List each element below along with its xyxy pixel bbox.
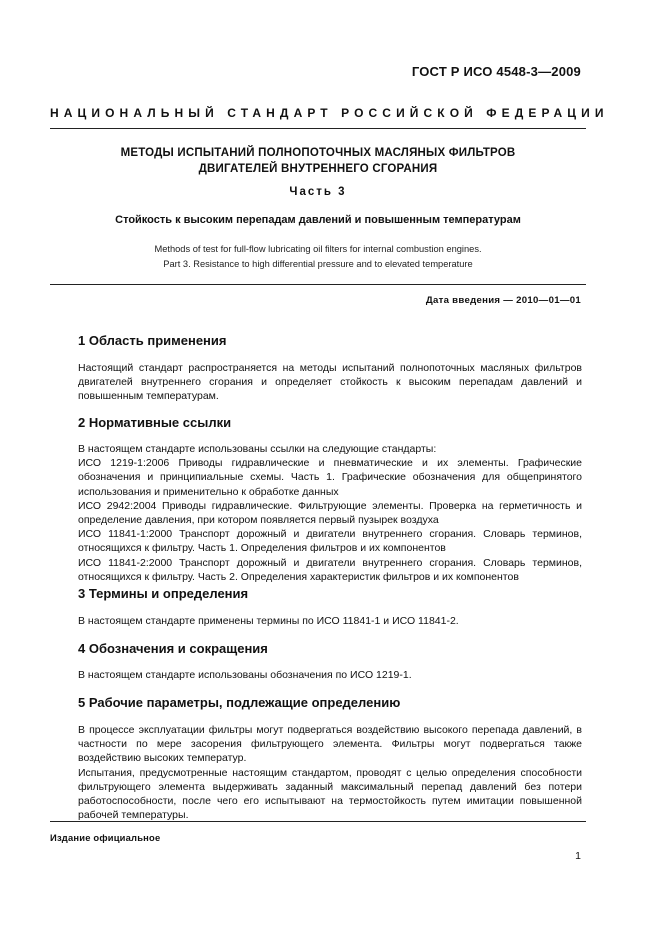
english-title-line-2: Part 3. Resistance to high differential pressure and to elevated temperature — [163, 259, 473, 269]
section-5-body — [78, 723, 582, 822]
section-4-paragraph: В настоящем стандарте использованы обозначения по ИСО 1219-1. — [78, 669, 412, 681]
english-title-line-1: Methods of test for full-flow lubricating oil filters for internal combustion engines. — [154, 244, 482, 254]
reference-iso-1219-1: ИСО 1219-1:2006 Приводы гидравлические и пневматические и их элементы. Графические обозначения и принципиальные схемы. Часть 1. Графические обозначения для общепринятого использования и применительно к обработке данных — [78, 457, 582, 498]
section-4-body — [78, 668, 582, 682]
reference-iso-11841-2: ИСО 11841-2:2000 Транспорт дорожный и двигатели внутреннего сгорания. Словарь терминов, относящихся к фильтру. Часть 2. Определения характеристик фильтров и их компонентов — [78, 556, 582, 583]
section-2-heading: 2 Нормативные ссылки — [78, 415, 232, 430]
section-2-body — [78, 442, 582, 584]
part-label: Часть 3 — [289, 186, 347, 198]
top-divider — [50, 128, 586, 129]
section-5-paragraph-2: Испытания, предусмотренные настоящим стандартом, проводят с целью определения способности фильтрующего элемента выдерживать заданный максимальный перепад давлений без потери работоспособности, после чего его испытывают на термостойкость путем имитации повышенной рабочей температуры. — [78, 766, 582, 822]
title-line-2: ДВИГАТЕЛЕЙ ВНУТРЕННЕГО СГОРАНИЯ — [198, 163, 438, 175]
section-1-body — [78, 361, 582, 404]
section-5-paragraph-1: В процессе эксплуатации фильтры могут подвергаться воздействию высокого перепада давлений, в частности по мере засорения фильтрующего элемента. Фильтры могут подвергаться также воздействию высоких температур. — [78, 724, 582, 765]
document-subtitle: Стойкость к высоким перепадам давлений и повышенным температурам — [115, 214, 521, 226]
title-divider — [50, 284, 586, 285]
reference-iso-11841-1: ИСО 11841-1:2000 Транспорт дорожный и двигатели внутреннего сгорания. Словарь терминов, относящихся к фильтру. Часть 1. Определения фильтров и их компонентов — [78, 528, 582, 555]
section-4-heading: 4 Обозначения и сокращения — [78, 641, 268, 656]
section-3-body — [78, 614, 582, 628]
section-5-heading: 5 Рабочие параметры, подлежащие определению — [78, 695, 401, 710]
section-3-paragraph: В настоящем стандарте применены термины по ИСО 11841-1 и ИСО 11841-2. — [78, 615, 459, 627]
section-2-paragraph-intro: В настоящем стандарте использованы ссылки на следующие стандарты: — [78, 443, 437, 455]
english-title — [60, 242, 576, 272]
footer-divider — [50, 821, 586, 822]
document-title — [60, 145, 576, 177]
section-1-heading: 1 Область применения — [78, 333, 227, 348]
section-3-heading: 3 Термины и определения — [78, 586, 249, 601]
title-line-1: МЕТОДЫ ИСПЫТАНИЙ ПОЛНОПОТОЧНЫХ МАСЛЯНЫХ ФИЛЬТРОВ — [120, 147, 516, 159]
section-1-paragraph: Настоящий стандарт распространяется на методы испытаний полнопоточных масляных фильтров двигателей внутреннего сгорания и определяет стойкость к высоким перепадам давлений и повышенным температурам. — [78, 362, 582, 403]
national-standard-banner: НАЦИОНАЛЬНЫЙ СТАНДАРТ РОССИЙСКОЙ ФЕДЕРАЦИИ — [50, 106, 609, 120]
page-number: 1 — [575, 850, 581, 862]
introduction-date: Дата введения — 2010—01—01 — [425, 295, 581, 306]
document-number: ГОСТ Р ИСО 4548-3—2009 — [411, 64, 581, 79]
reference-iso-2942: ИСО 2942:2004 Приводы гидравлические. Фильтрующие элементы. Проверка на герметичность и определение давления, при котором появляется первый пузырек воздуха — [78, 499, 582, 527]
official-edition-label: Издание официальное — [50, 832, 161, 843]
